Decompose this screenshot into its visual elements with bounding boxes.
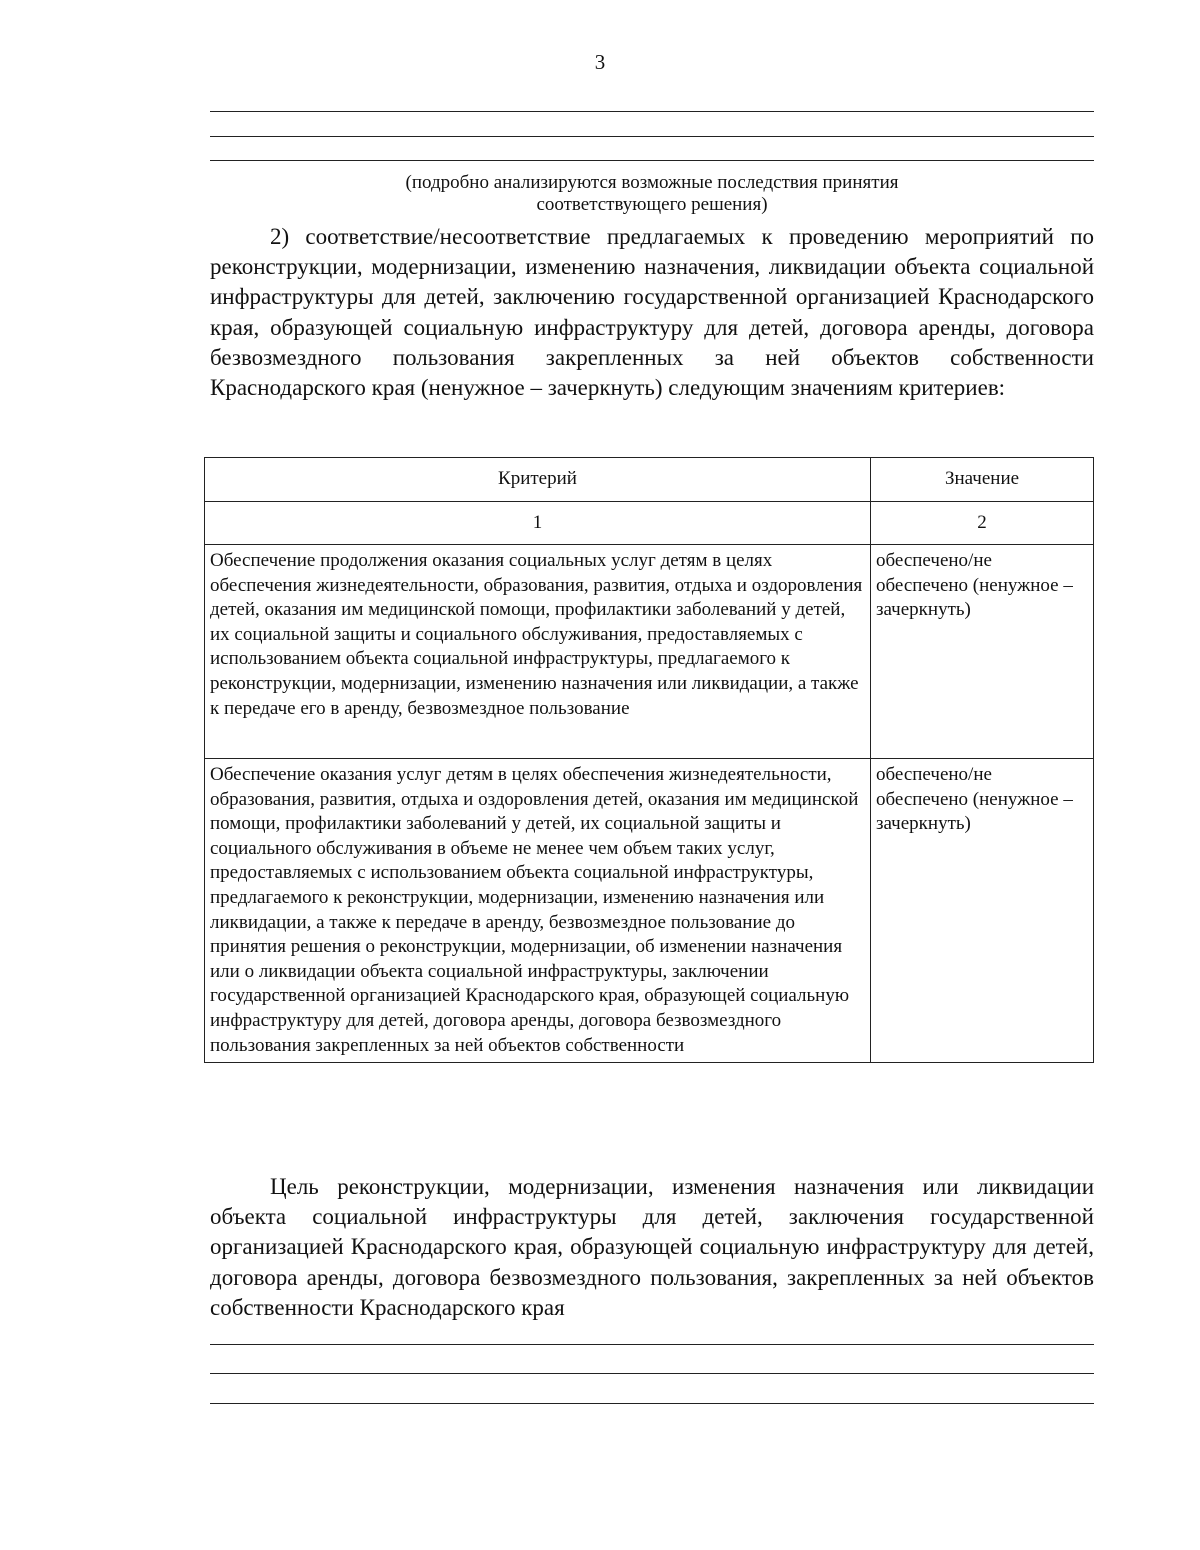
fill-in-line xyxy=(210,160,1094,161)
analysis-note-line-2: соответствующего решения) xyxy=(536,194,768,215)
header-value: Значение xyxy=(871,458,1094,502)
goal-paragraph-text: Цель реконструкции, модернизации, изменения назначения или ликвидации объекта социальной инфраструктуры для детей, заключения государственной организацией Краснодарского края, образующей социальную инфраструктуру для детей, договора аренды, договора безвозмездного пользования, закрепленных за ней объектов собственности Краснодарского края xyxy=(210,1174,1094,1320)
fill-in-line xyxy=(210,1373,1094,1374)
fill-in-line xyxy=(210,1403,1094,1404)
value-cell: обеспечено/не обеспечено (ненужное – зачеркнуть) xyxy=(871,545,1094,759)
criteria-paragraph xyxy=(210,222,1094,403)
header-criterion: Критерий xyxy=(205,458,871,502)
table-row xyxy=(205,545,1094,759)
page-number: 3 xyxy=(594,50,606,74)
fill-in-line xyxy=(210,111,1094,112)
column-number-1: 1 xyxy=(205,502,871,545)
value-cell: обеспечено/не обеспечено (ненужное – зачеркнуть) xyxy=(871,759,1094,1063)
fill-in-line xyxy=(210,1344,1094,1345)
analysis-note xyxy=(210,172,1094,216)
goal-paragraph xyxy=(210,1172,1094,1323)
analysis-note-line-1: (подробно анализируются возможные последствия принятия xyxy=(405,172,899,193)
criterion-cell: Обеспечение оказания услуг детям в целях обеспечения жизнедеятельности, образования, развития, отдыха и оздоровления детей, оказания им медицинской помощи, профилактики заболеваний у детей, их социальной защиты и социального обслуживания в объеме не менее чем объем таких услуг, предоставляемых с использованием объекта социальной инфраструктуры, предлагаемого к реконструкции, модернизации, изменению назначения или ликвидации, а также к передаче в аренду, безвозмездное пользование до принятия решения о реконструкции, модернизации, об изменении назначения или о ликвидации объекта социальной инфраструктуры, заключении государственной организацией Краснодарского края, образующей социальную инфраструктуру для детей, договора аренды, договора безвозмездного пользования закрепленных за ней объектов собственности xyxy=(205,759,871,1063)
criterion-cell: Обеспечение продолжения оказания социальных услуг детям в целях обеспечения жизнедеятельности, образования, развития, отдыха и оздоровления детей, оказания им медицинской помощи, профилактики заболеваний у детей, их социальной защиты и социального обслуживания, предоставляемых с использованием объекта социальной инфраструктуры, предлагаемого к реконструкции, модернизации, изменению назначения или ликвидации, а также к передаче его в аренду, безвозмездное пользование xyxy=(205,545,871,759)
table-header-row xyxy=(205,458,1094,502)
criteria-paragraph-text: 2) соответствие/несоответствие предлагаемых к проведению мероприятий по реконструкции, модернизации, изменению назначения, ликвидации объекта социальной инфраструктуры для детей, заключению государственной организацией Краснодарского края, образующей социальную инфраструктуру для детей, договора аренды, договора безвозмездного пользования закрепленных за ней объектов собственности Краснодарского края (ненужное – зачеркнуть) следующим значениям критериев: xyxy=(210,224,1094,401)
column-number-2: 2 xyxy=(871,502,1094,545)
table-row xyxy=(205,759,1094,1063)
fill-in-line xyxy=(210,136,1094,137)
criteria-table xyxy=(204,457,1094,1063)
column-number-row xyxy=(205,502,1094,545)
